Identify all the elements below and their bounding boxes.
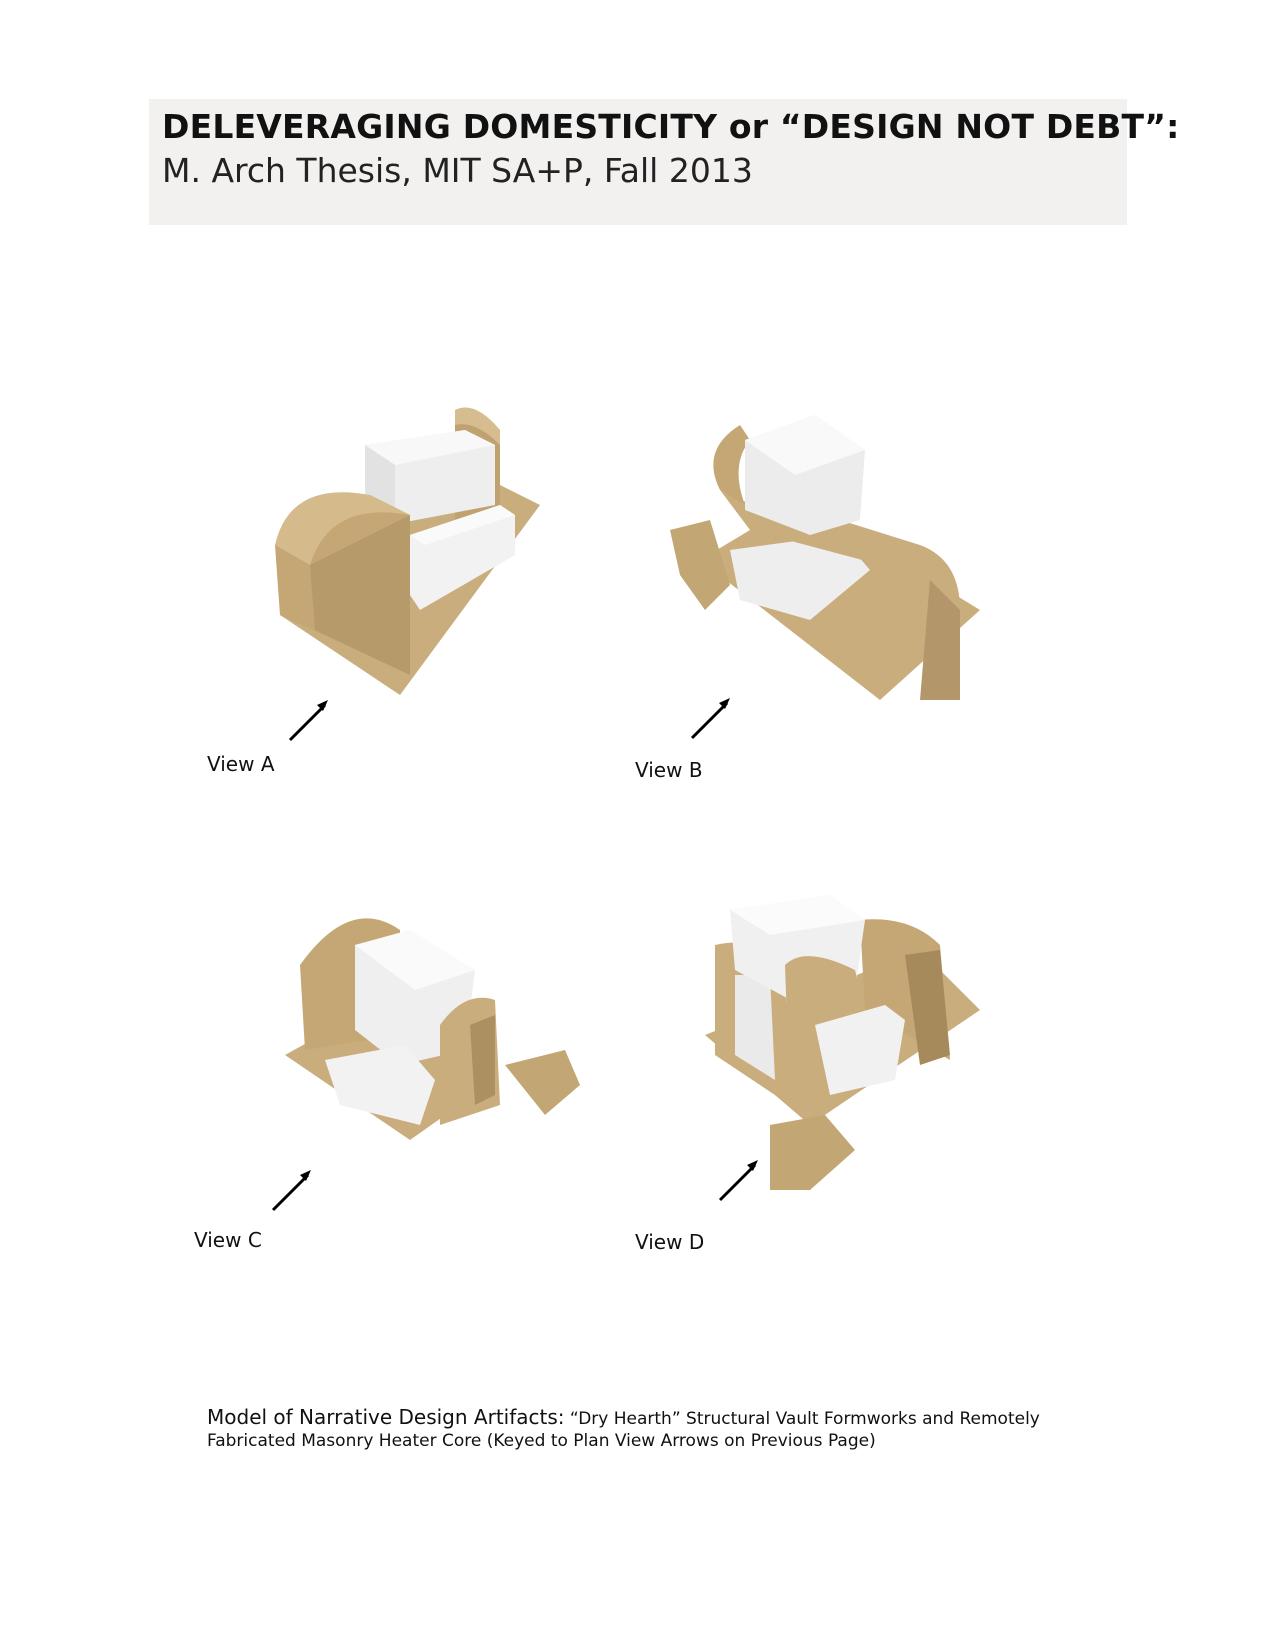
view-label-a: View A bbox=[207, 752, 275, 776]
arrow-icon-view-b bbox=[687, 693, 737, 743]
view-label-d: View D bbox=[635, 1230, 705, 1254]
caption-line-1 bbox=[207, 1405, 1127, 1429]
page-subtitle: M. Arch Thesis, MIT SA+P, Fall 2013 bbox=[162, 151, 753, 190]
view-label-c: View C bbox=[194, 1228, 262, 1252]
arrow-icon-view-c bbox=[268, 1165, 318, 1215]
figure-caption bbox=[207, 1405, 1127, 1451]
model-photo-view-b bbox=[660, 410, 990, 740]
arrow-icon-view-d bbox=[715, 1155, 765, 1205]
caption-line-2: Fabricated Masonry Heater Core (Keyed to Plan View Arrows on Previous Page) bbox=[207, 1431, 876, 1451]
page-title: DELEVERAGING DOMESTICITY or “DESIGN NOT DEBT”: bbox=[162, 107, 1180, 146]
caption-line-1-rest: “Dry Hearth” Structural Vault Formworks and Remotely bbox=[564, 1409, 1040, 1429]
arrow-icon-view-a bbox=[285, 695, 335, 745]
model-photo-view-a bbox=[270, 405, 600, 735]
model-photo-view-c bbox=[280, 915, 610, 1245]
caption-lead: Model of Narrative Design Artifacts: bbox=[207, 1405, 565, 1429]
title-banner bbox=[149, 99, 1180, 225]
view-label-b: View B bbox=[635, 758, 703, 782]
